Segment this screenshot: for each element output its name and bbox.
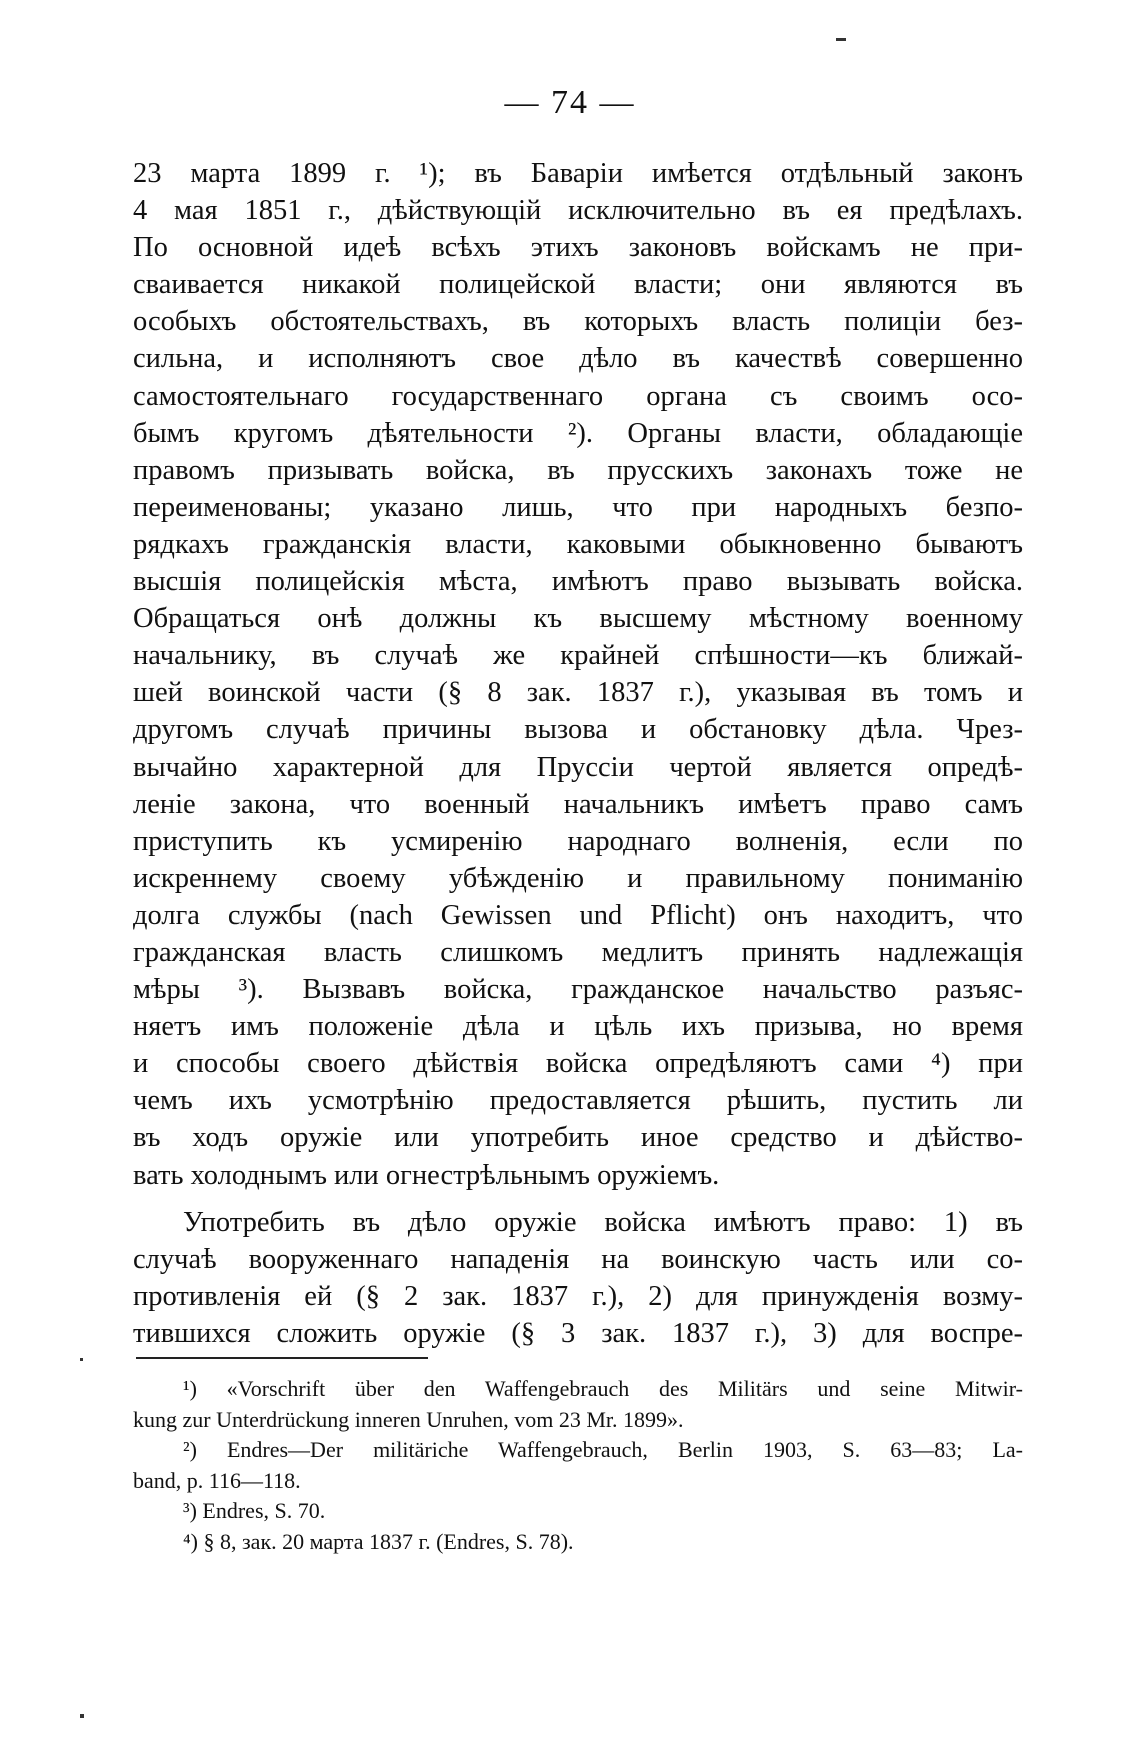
footnote-line: ²) Endres—Der militäriche Waffengebrauch, Berlin 1903, S. 63—83; La- [183,1437,1023,1462]
text-line: сваивается никакой полицейской власти; они являются въ [133,269,1023,301]
text-line: самостоятельнаго государственнаго органа съ своимъ осо- [133,380,1023,412]
paragraph-gap [133,1194,1023,1204]
text-line: 4 мая 1851 г., дѣйствующій исключительно въ ея предѣлахъ. [133,195,1023,227]
text-line: чемъ ихъ усмотрѣнію предоставляется рѣшить, пустить ли [133,1085,1023,1117]
text-line: вычайно характерной для Пруссіи чертой является опредѣ- [133,751,1023,783]
text-line: 23 марта 1899 г. ¹); въ Баваріи имѣется отдѣльный законъ [133,158,1023,189]
text-line: случаѣ вооруженнаго нападенія на воинскую часть или со- [133,1243,1023,1275]
page-number: — 74 — [504,84,636,121]
scan-mark [80,1358,83,1361]
text-line: высшія полицейскія мѣста, имѣютъ право вызывать войска. [133,566,1023,598]
text-line: По основной идеѣ всѣхъ этихъ законовъ войскамъ не при- [133,232,1023,264]
text-line: другомъ случаѣ причины вызова и обстановку дѣла. Чрез- [133,714,1023,746]
footnote-line: kung zur Unterdrückung inneren Unruhen, vom 23 Mr. 1899». [133,1406,684,1432]
text-line: бымъ кругомъ дѣятельности ²). Органы власти, обладающіе [133,417,1023,449]
text-line: няетъ имъ положеніе дѣла и цѣль ихъ призыва, но время [133,1011,1023,1043]
text-line: леніе закона, что военный начальникъ имѣетъ право самъ [133,788,1023,820]
text-line: Употребить въ дѣло оружіе войска имѣютъ право: 1) въ [183,1206,1023,1238]
text-line: мѣры ³). Вызвавъ войска, гражданское начальство разъяс- [133,974,1023,1006]
text-line: вать холоднымъ или огнестрѣльнымъ оружіемъ. [133,1159,720,1191]
text-line: въ ходъ оружіе или употребить иное средство и дѣйство- [133,1122,1023,1154]
text-line: особыхъ обстоятельствахъ, въ которыхъ власть полиціи без- [133,306,1023,338]
text-line: правомъ призывать войска, въ прусскихъ законахъ тоже не [133,454,1023,486]
footnote-separator [136,1357,428,1359]
footnote-line: band, p. 116—118. [133,1467,301,1493]
footnote-line: ⁴) § 8, зак. 20 марта 1837 г. (Endres, S. 78). [183,1528,574,1554]
text-line: Обращаться онѣ должны къ высшему мѣстному военному [133,603,1023,635]
footnote-line: ³) Endres, S. 70. [183,1498,326,1523]
text-line: гражданская власть слишкомъ медлитъ принять надлежащія [133,936,1023,968]
main-text [133,155,1023,1352]
text-line: шей воинской части (§ 8 зак. 1837 г.), указывая въ томъ и [133,677,1023,709]
text-line: переименованы; указано лишь, что при народныхъ безпо- [133,491,1023,523]
text-line: начальнику, въ случаѣ же крайней спѣшности—къ ближай- [133,640,1023,672]
text-line: долга службы (nach Gewissen und Pflicht) онъ находитъ, что [133,899,1023,931]
scan-mark [836,38,846,41]
text-line: приступить къ усмиренію народнаго волненія, если по [133,825,1023,857]
footnotes [133,1374,1023,1557]
text-line: тившихся сложить оружіе (§ 3 зак. 1837 г.), 3) для воспре- [133,1317,1023,1349]
text-line: противленія ей (§ 2 зак. 1837 г.), 2) для принужденія возму- [133,1280,1023,1312]
text-line: искреннему своему убѣжденію и правильному пониманію [133,862,1023,894]
text-line: и способы своего дѣйствія войска опредѣляютъ сами ⁴) при [133,1048,1023,1080]
footnote-line: ¹) «Vorschrift über den Waffengebrauch des Militärs und seine Mitwir- [183,1376,1023,1401]
text-line: рядкахъ гражданскія власти, каковыми обыкновенно бываютъ [133,528,1023,560]
text-line: сильна, и исполняютъ свое дѣло въ качествѣ совершенно [133,343,1023,375]
scan-mark [80,1714,84,1718]
